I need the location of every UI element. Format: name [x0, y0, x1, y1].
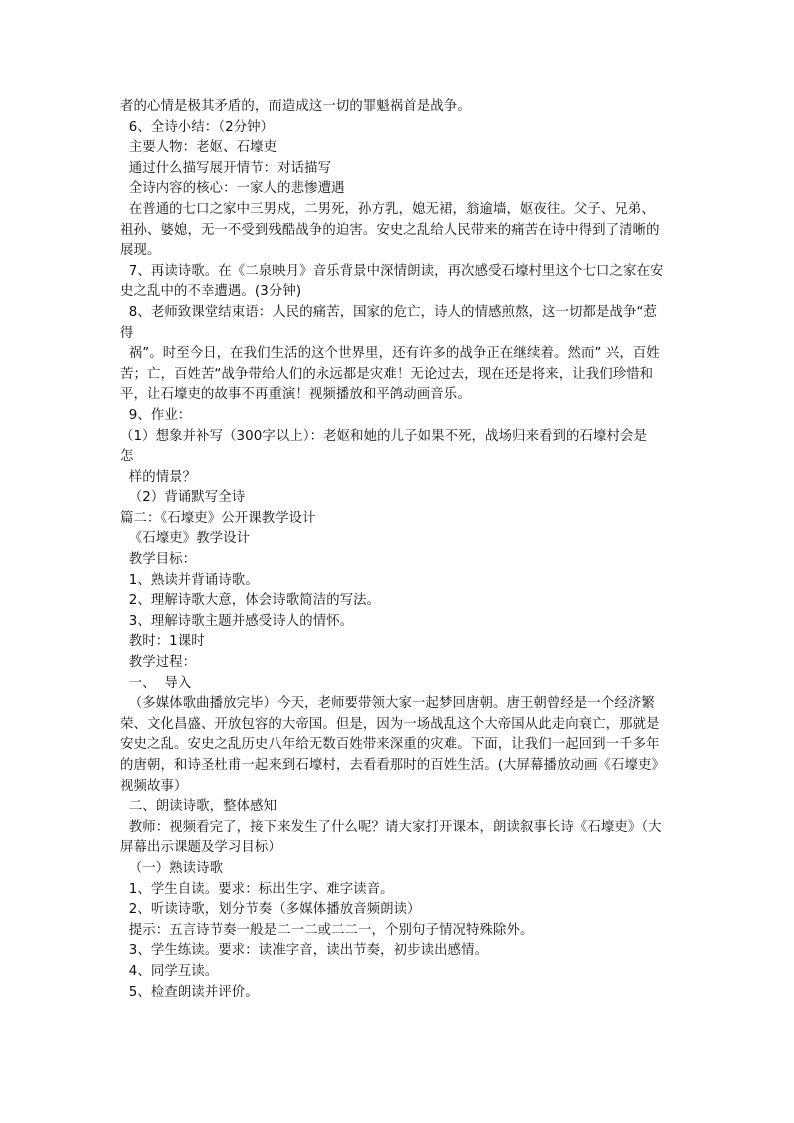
text-line: 怎 — [120, 449, 134, 465]
text-line: 《石壕吏》教学设计 — [120, 531, 251, 547]
text-line: （1）想象并补写（300字以上）：老妪和她的儿子如果不死，战场归来看到的石壕村会是 — [120, 428, 647, 444]
text-line: 平，让石壕吏的故事不再重演！视频播放和平鸽动画音乐。 — [120, 387, 471, 403]
text-line: 展现。 — [120, 243, 161, 259]
text-line: 教学目标： — [120, 552, 197, 568]
text-line: 3、理解诗歌主题并感受诗人的情怀。 — [120, 613, 354, 629]
text-line: 2、听读诗歌，划分节奏（多媒体播放音频朗读） — [120, 902, 421, 918]
text-line: 祖孙、婆媳，无一不受到残酷战争的迫害。安史之乱给人民带来的痛苦在诗中得到了清晰的 — [120, 222, 660, 238]
text-line: 4、同学互读。 — [120, 963, 219, 979]
text-line: 8、老师致课堂结束语：人民的痛苦，国家的危亡，诗人的情感煎熬，这一切都是战争“惹 — [120, 304, 658, 320]
document-body — [120, 97, 680, 1003]
text-line: 提示：五言诗节奏一般是二一二或二二一，个别句子情况特殊除外。 — [120, 922, 534, 938]
text-line: 祸”。时至今日，在我们生活的这个世界里，还有许多的战争正在继续着。然而” 兴，百姓 — [120, 346, 660, 362]
text-line: 1、学生自读。要求：标出生字、难字读音。 — [120, 881, 394, 897]
text-line: 在普通的七口之家中三男戍，二男死，孙方乳，媳无裙，翁逾墙，妪夜往。父子、兄弟、 — [120, 201, 655, 217]
text-line: 屏幕出示课题及学习目标） — [120, 840, 282, 856]
text-line: 教师：视频看完了，接下来发生了什么呢？请大家打开课本，朗读叙事长诗《石壕吏》（大 — [120, 819, 662, 835]
text-line: 6、全诗小结：（2分钟） — [120, 119, 275, 135]
text-line: 史之乱中的不幸遭遇。(3分钟) — [120, 284, 302, 300]
text-line: 教时：1课时 — [120, 634, 205, 650]
text-line: 7、再读诗歌。在《二泉映月》音乐背景中深情朗读，再次感受石壕村里这个七口之家在安 — [120, 263, 664, 279]
text-line: 全诗内容的核心：一家人的悲惨遭遇 — [120, 181, 345, 197]
section-heading: 篇二：《石壕吏》公开课教学设计 — [120, 510, 316, 526]
text-line: 教学过程： — [120, 655, 197, 671]
text-line: 3、学生练读。要求：读准字音，读出节奏，初步读出感情。 — [120, 943, 489, 959]
text-line: 荣、文化昌盛、开放包容的大帝国。但是，因为一场战乱这个大帝国从此走向衰亡，那就是 — [120, 716, 660, 732]
text-line: 2、理解诗歌大意，体会诗歌简洁的写法。 — [120, 593, 381, 609]
text-line: 二、朗读诗歌，整体感知 — [120, 799, 278, 815]
text-line: 的唐朝，和诗圣杜甫一起来到石壕村，去看看那时的百姓生活。(大屏幕播放动画《石壕吏》 — [120, 758, 665, 773]
text-line: 样的情景？ — [120, 469, 197, 485]
text-line: 苦；亡，百姓苦“战争带给人们的永远都是灾难！无论过去，现在还是将来，让我们珍惜和 — [120, 366, 654, 382]
text-line: 9、作业： — [120, 407, 192, 423]
text-line: 视频故事） — [120, 778, 188, 794]
text-line: 5、检查朗读并评价。 — [120, 984, 259, 1000]
text-line: 者的心情是极其矛盾的，而造成这一切的罪魁祸首是战争。 — [120, 99, 471, 114]
text-line: （一）熟读诗歌 — [120, 860, 224, 876]
text-line: 一、 导入 — [120, 675, 192, 691]
text-line: 得 — [120, 325, 134, 341]
text-line: 通过什么描写展开情节：对话描写 — [120, 160, 332, 176]
text-line: （2）背诵默写全诗 — [120, 490, 246, 506]
text-line: 安史之乱。安史之乱历史八年给无数百姓带来深重的灾难。下面，让我们一起回到一千多年 — [120, 737, 660, 753]
text-line: （多媒体歌曲播放完毕）今天，老师要带领大家一起梦回唐朝。唐王朝曾经是一个经济繁 — [120, 696, 655, 712]
text-line: 主要人物：老妪、石壕吏 — [120, 140, 278, 156]
text-line: 1、熟读并背诵诗歌。 — [120, 572, 259, 588]
